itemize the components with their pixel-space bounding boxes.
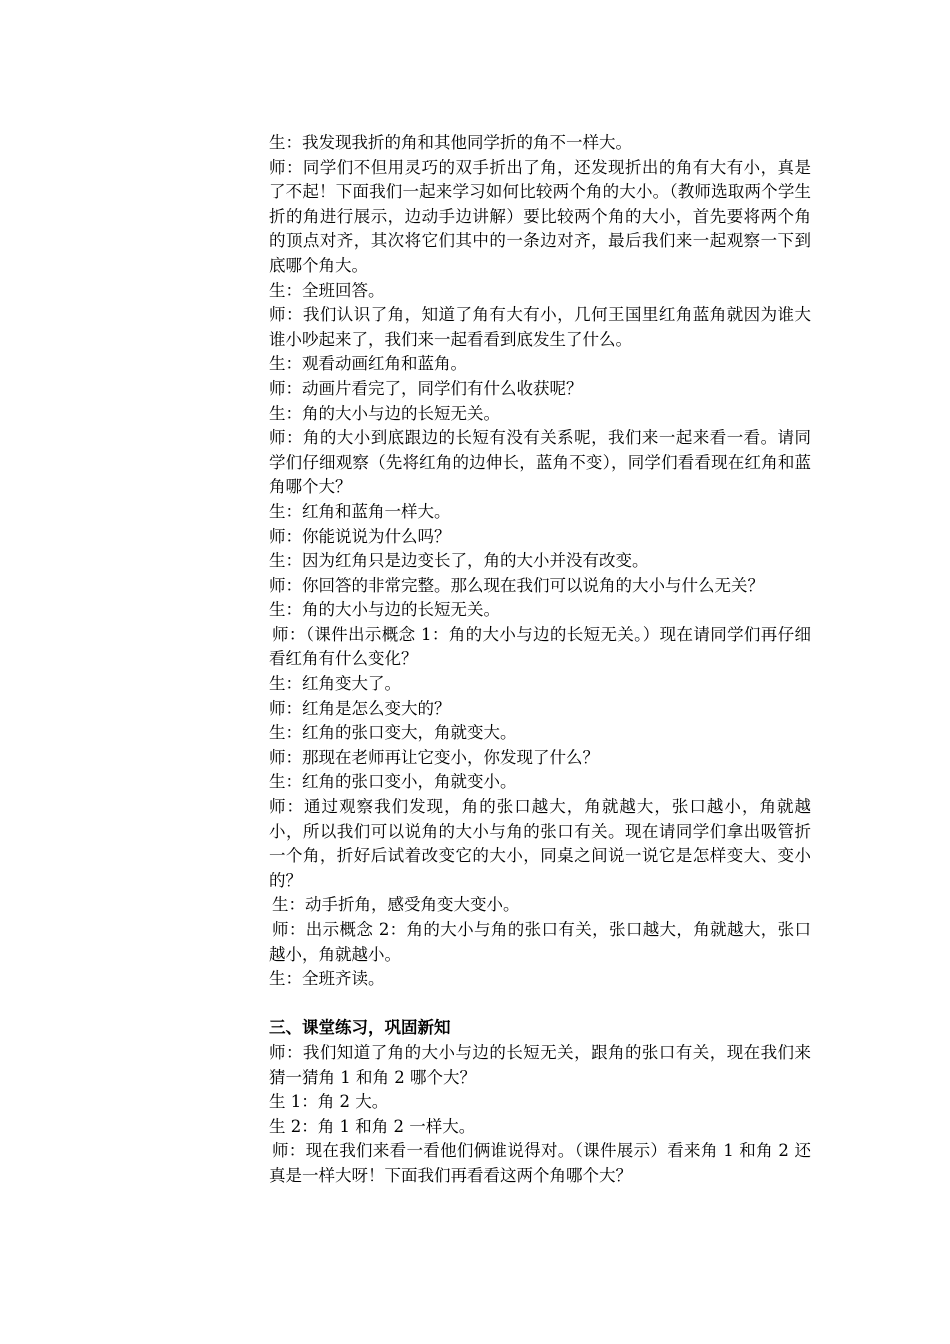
paragraph: 师：动画片看完了，同学们有什么收获呢？ [269, 378, 583, 398]
paragraph: 师：现在我们来看一看他们俩谁说得对。（课件展示）看来角 1 和角 2 还真是一样大呀！下面我们再看看这两个角哪个大？ [269, 1141, 811, 1185]
paragraph: 师：通过观察我们发现，角的张口越大，角就越大，张口越小，角就越小，所以我们可以说角的大小与角的张口有关。现在请同学们拿出吸管折一个角，折好后试着改变它的大小，同桌之间说一说它是怎样变大、变小的？ [269, 797, 811, 890]
section-heading: 三、课堂练习，巩固新知 [269, 1018, 451, 1038]
document-page [269, 131, 811, 1189]
paragraph: 生：因为红角只是边变长了，角的大小并没有改变。 [269, 551, 649, 571]
paragraph: 师：出示概念 2：角的大小与角的张口有关，张口越大，角就越大，张口越小，角就越小。 [269, 920, 811, 964]
paragraph: 师：你回答的非常完整。那么现在我们可以说角的大小与什么无关？ [269, 575, 764, 595]
paragraph: 生 2：角 1 和角 2 一样大。 [269, 1116, 476, 1136]
paragraph: 师：我们认识了角，知道了角有大有小，几何王国里红角蓝角就因为谁大谁小吵起来了，我们来一起看看到底发生了什么。 [269, 305, 811, 349]
paragraph: 师：你能说说为什么吗？ [269, 526, 451, 546]
paragraph: 生：观看动画红角和蓝角。 [269, 354, 467, 374]
paragraph: 师：（课件出示概念 1：角的大小与边的长短无关。）现在请同学们再仔细看红角有什么变化？ [269, 624, 811, 669]
paragraph: 生 1：角 2 大。 [269, 1092, 389, 1112]
paragraph: 生：全班齐读。 [269, 969, 385, 989]
paragraph: 生：红角的张口变小，角就变小。 [269, 772, 517, 792]
paragraph: 师：我们知道了角的大小与边的长短无关，跟角的张口有关，现在我们来猜一猜角 1 和角 2 哪个大？ [269, 1042, 811, 1087]
paragraph: 生：全班回答。 [269, 280, 385, 300]
blank-line [269, 992, 811, 1017]
paragraph: 生：红角的张口变大，角就变大。 [269, 723, 517, 743]
paragraph: 生：动手折角，感受角变大变小。 [272, 895, 520, 915]
paragraph: 生：角的大小与边的长短无关。 [269, 403, 500, 423]
paragraph: 生：红角和蓝角一样大。 [269, 501, 451, 521]
paragraph: 生：红角变大了。 [269, 674, 401, 694]
paragraph: 师：角的大小到底跟边的长短有没有关系呢，我们来一起来看一看。请同学们仔细观察（先将红角的边伸长，蓝角不变），同学们看看现在红角和蓝角哪个大？ [269, 428, 811, 497]
paragraph: 师：那现在老师再让它变小，你发现了什么？ [269, 747, 599, 767]
paragraph: 师：同学们不但用灵巧的双手折出了角，还发现折出的角有大有小，真是了不起！下面我们一起来学习如何比较两个角的大小。（教师选取两个学生折的角进行展示，边动手边讲解）要比较两个角的大小，首先要将两个角的顶点对齐，其次将它们其中的一条边对齐，最后我们来一起观察一下到底哪个角大。 [269, 157, 811, 275]
paragraph: 生：我发现我折的角和其他同学折的角不一样大。 [269, 133, 632, 152]
paragraph: 师：红角是怎么变大的？ [269, 698, 451, 718]
paragraph: 生：角的大小与边的长短无关。 [269, 600, 500, 620]
